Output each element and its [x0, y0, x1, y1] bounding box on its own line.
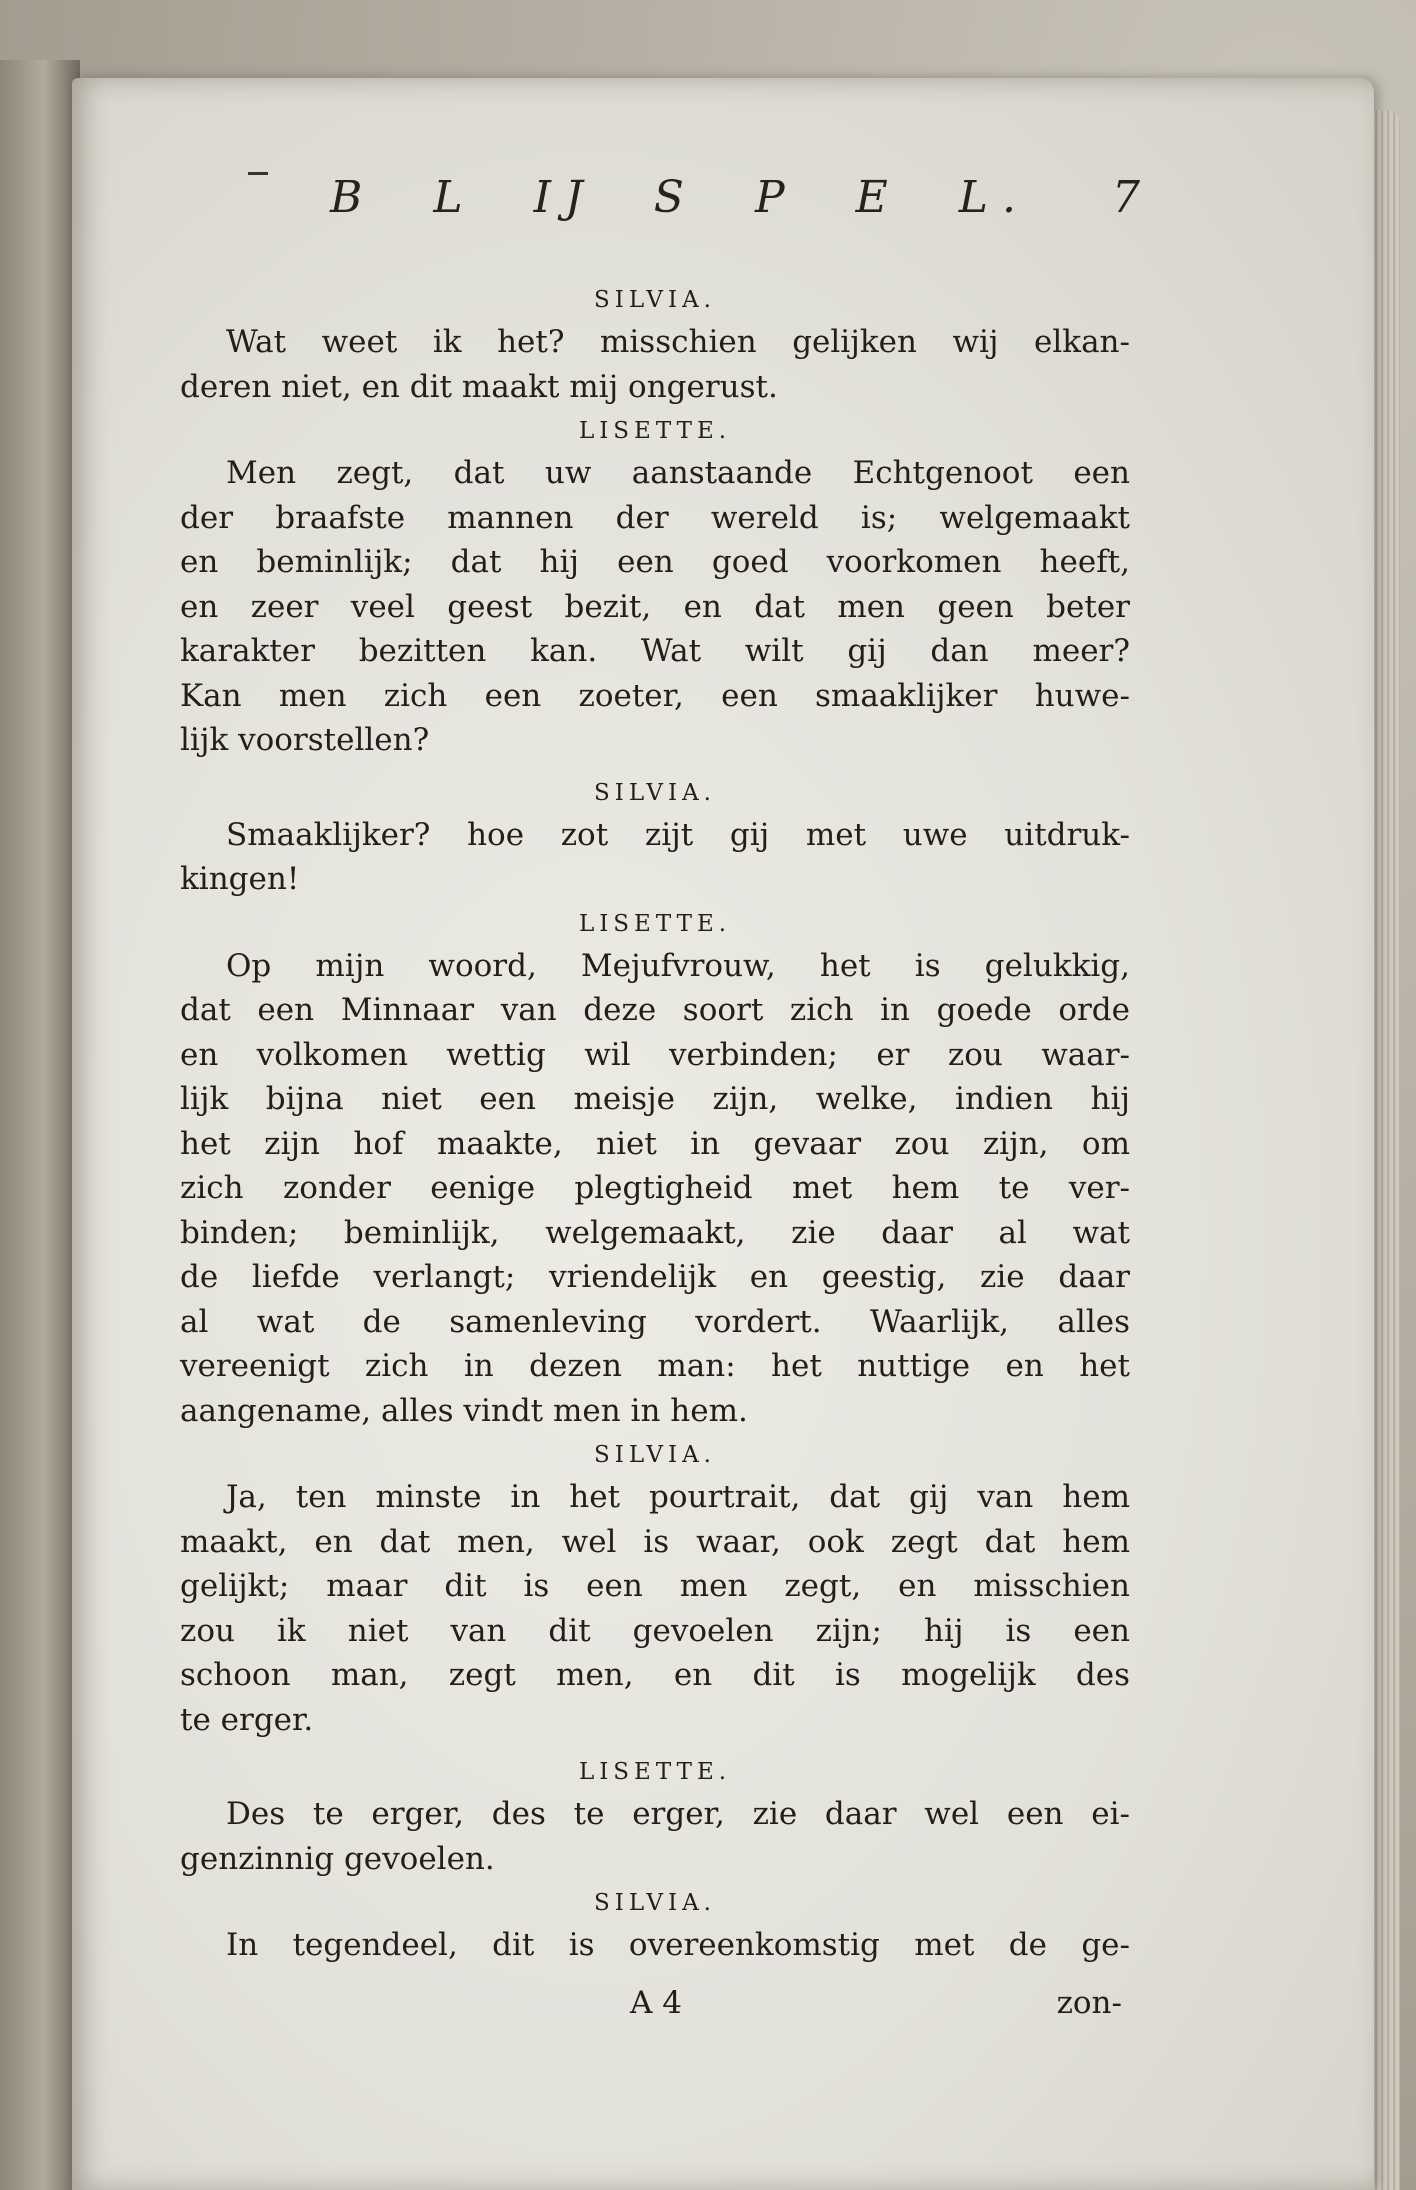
text-line: schoon man, zegt men, en dit is mogelijk des	[180, 1657, 1130, 1693]
text-line: en beminlijk; dat hij een goed voorkomen heeft,	[180, 544, 1130, 580]
speech-paragraph	[180, 451, 1130, 763]
text-line: Kan men zich een zoeter, een smaaklijker huwe-	[180, 677, 1130, 714]
text-line: In tegendeel, dit is overeenkomstig met de ge-	[226, 1927, 1130, 1963]
speech-paragraph	[180, 1475, 1130, 1742]
text-line: de liefde verlangt; vriendelijk en geestig, zie daar	[180, 1259, 1130, 1295]
left-page-edge	[0, 60, 80, 2190]
speech-paragraph	[180, 1923, 1130, 1968]
text-line: Men zegt, dat uw aanstaande Echtgenoot een	[226, 455, 1130, 491]
page-number: 7	[1112, 172, 1140, 223]
speaker-name: LISETTE.	[578, 418, 732, 444]
text-line: genzinnig gevoelen.	[180, 1840, 495, 1877]
page-footer	[180, 1985, 1130, 2035]
speaker-name: LISETTE.	[578, 910, 732, 937]
running-title-letter: B	[330, 172, 377, 223]
header-dash	[248, 172, 268, 175]
text-line: al wat de samenleving vordert. Waarlijk, alles	[180, 1303, 1130, 1340]
text-line: der braafste mannen der wereld is; welgemaakt	[180, 499, 1130, 536]
speech-paragraph	[180, 320, 1130, 409]
text-line: gelijkt; maar dit is een men zegt, en misschien	[180, 1568, 1130, 1604]
text-line: lijk bijna niet een meisje zijn, welke, indien hij	[180, 1081, 1130, 1117]
text-line: te erger.	[180, 1701, 314, 1738]
running-title	[330, 172, 1030, 223]
speaker-name: SILVIA.	[593, 287, 716, 313]
text-line: vereenigt zich in dezen man: het nuttige en het	[180, 1348, 1130, 1384]
running-title-letter: P	[754, 172, 799, 223]
text-line: aangename, alles vindt men in hem.	[180, 1392, 748, 1429]
speaker-name: SILVIA.	[593, 1442, 716, 1468]
text-line: Op mijn woord, Mejufvrouw, het is gelukkig,	[226, 947, 1130, 984]
signature-mark: A 4	[630, 1985, 682, 2021]
text-line: Des te erger, des te erger, zie daar wel een ei-	[226, 1796, 1130, 1832]
speaker-name: SILVIA.	[593, 779, 716, 806]
running-title-letter: L.	[958, 172, 1030, 223]
text-line: en zeer veel geest bezit, en dat men geen beter	[180, 588, 1130, 625]
text-line: binden; beminlijk, welgemaakt, zie daar al wat	[180, 1214, 1130, 1251]
running-title-letter: L	[433, 172, 477, 223]
text-line: en volkomen wettig wil verbinden; er zou waar-	[180, 1036, 1130, 1073]
text-line: dat een Minnaar van deze soort zich in goede orde	[180, 992, 1130, 1028]
text-line: Wat weet ik het? misschien gelijken wij elkan-	[226, 324, 1130, 360]
text-line: zich zonder eenige plegtigheid met hem te ver-	[180, 1170, 1130, 1206]
text-line: Ja, ten minste in het pourtrait, dat gij van hem	[226, 1479, 1130, 1515]
text-line: kingen!	[180, 861, 300, 897]
speech-paragraph	[180, 944, 1130, 1434]
text-line: maakt, en dat men, wel is waar, ook zegt dat hem	[180, 1523, 1130, 1560]
catchword: zon-	[1056, 1985, 1122, 2021]
text-line: karakter bezitten kan. Wat wilt gij dan meer?	[180, 633, 1130, 669]
speaker-name: LISETTE.	[578, 1759, 732, 1785]
text-line: lijk voorstellen?	[180, 722, 430, 758]
text-line: deren niet, en dit maakt mij ongerust.	[180, 368, 778, 405]
speech-paragraph	[180, 813, 1130, 902]
running-title-letter: IJ	[533, 172, 597, 223]
text-line: het zijn hof maakte, niet in gevaar zou zijn, om	[180, 1125, 1130, 1162]
speaker-name: SILVIA.	[593, 1890, 716, 1916]
text-line: zou ik niet van dit gevoelen zijn; hij is een	[180, 1612, 1130, 1649]
text-line: Smaaklijker? hoe zot zijt gij met uwe uitdruk-	[226, 816, 1130, 853]
dialogue-text	[180, 278, 1130, 1968]
speech-paragraph	[180, 1792, 1130, 1881]
running-title-letter: E	[855, 172, 902, 223]
running-title-letter: S	[653, 172, 698, 223]
